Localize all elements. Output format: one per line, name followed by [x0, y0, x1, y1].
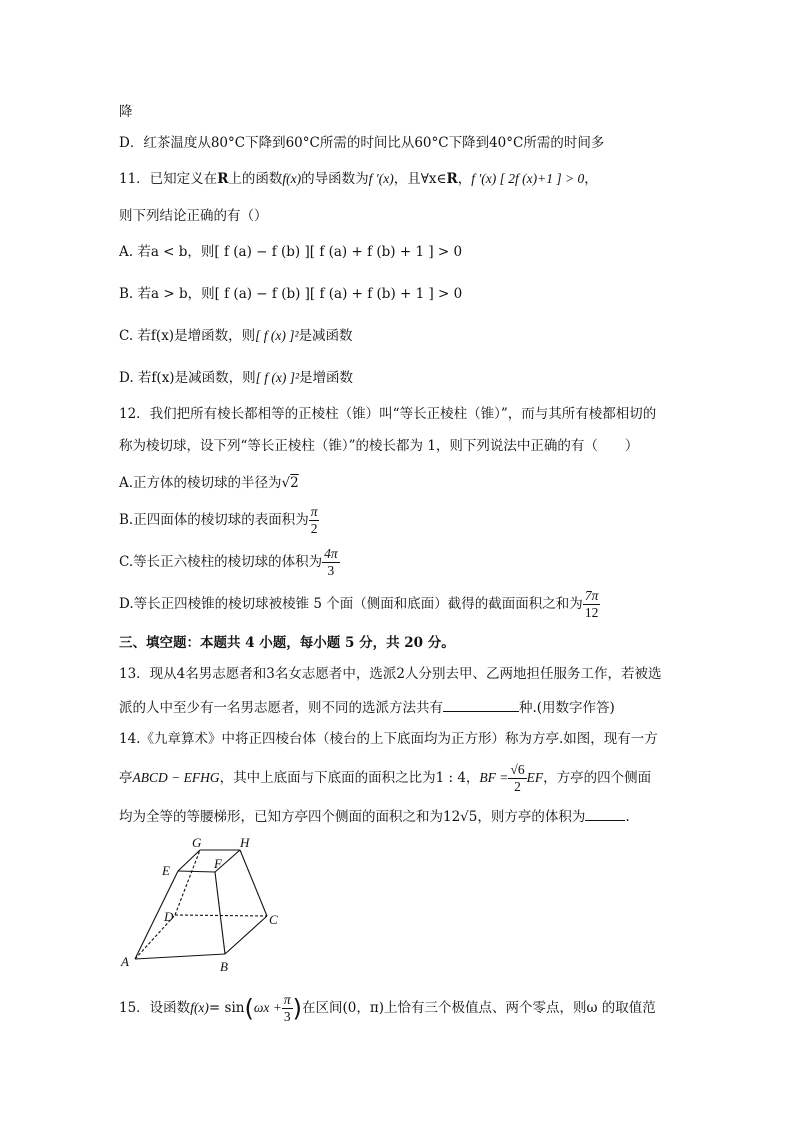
q11-inequality: f ′(x) [ 2f (x)+1 ] > 0 — [471, 171, 585, 186]
edge-eg — [178, 850, 200, 871]
label-a: A — [121, 954, 129, 969]
q14-frustum-name: ABCD − EFHG — [132, 770, 220, 785]
q12-stem-line2: 称为棱切球，设下列“等长正棱柱（锥）”的棱长都为 1，则下列说法中正确的有（ ） — [119, 438, 639, 454]
q12-option-a — [119, 474, 299, 492]
q11-stem-text-3: 的导函数为 — [301, 171, 369, 187]
q15-text: 15．设函数 — [119, 1000, 191, 1016]
q12-option-d-text: D.等长正四棱锥的棱切球被棱锥 5 个面（侧面和底面）截得的截面面积之和为 — [119, 596, 583, 612]
q14-ef: EF — [526, 770, 544, 785]
q12-option-a-value: 2 — [290, 475, 299, 491]
q14-area-value: 12√5 — [443, 809, 478, 825]
fraction-denominator: 3 — [283, 1009, 291, 1024]
q11-comma: ， — [457, 171, 472, 187]
q15-fraction — [282, 992, 293, 1025]
frustum-figure — [115, 833, 290, 978]
q11-comma-2: ， — [584, 171, 598, 187]
q13-line2-text: 派的人中至少有一名男志愿者，则不同的选派方法共有 — [119, 700, 443, 716]
q14-period: . — [625, 809, 630, 825]
label-h: H — [240, 835, 250, 850]
label-c: C — [269, 912, 278, 927]
q11-option-d-tail: 是增函数 — [299, 370, 353, 386]
q13-answer-blank — [443, 697, 519, 712]
label-g: G — [192, 835, 202, 850]
q15-sin: = sin — [208, 1000, 245, 1016]
q12-option-d — [119, 588, 600, 621]
q12-option-d-fraction — [583, 588, 601, 621]
q11-stem-text-2: 上的函数 — [228, 171, 283, 187]
fraction-numerator: √6 — [510, 762, 525, 777]
label-f: F — [214, 856, 222, 871]
edge-ab — [135, 954, 225, 959]
q12-option-b — [119, 504, 319, 537]
paren-left: ( — [244, 994, 254, 1023]
q12-option-b-fraction — [309, 504, 320, 537]
q15-inner: ωx + — [253, 1000, 282, 1015]
q10-option-d: D．红茶温度从80°C下降到60°C所需的时间比从60°C下降到40°C所需的时间多 — [119, 135, 605, 151]
q12-option-c — [119, 546, 340, 579]
q11-option-c-text: C. 若f(x)是增函数，则 — [119, 328, 256, 344]
q14-bf: BF = — [479, 770, 509, 785]
fraction-numerator: 7π — [584, 588, 599, 603]
q13-line2-tail: 种.(用数字作答) — [519, 700, 615, 716]
fraction-denominator: 2 — [310, 521, 318, 536]
fraction-denominator: 12 — [584, 605, 599, 620]
q11-derivative: f ′(x) — [368, 171, 394, 186]
edge-ef — [178, 871, 215, 872]
edge-ch — [240, 850, 267, 916]
q13-line1: 13．现从4名男志愿者和3名女志愿者中，选派2人分别去甲、乙两地担任服务工作，若被选 — [119, 666, 662, 682]
q11-option-d-text: D. 若f(x)是减函数，则 — [119, 370, 256, 386]
label-b: B — [220, 959, 228, 974]
q11-stem — [119, 170, 598, 188]
label-d: D — [164, 909, 174, 924]
label-e: E — [162, 863, 170, 878]
q15-tail: 在区间(0，π)上恰有三个极值点、两个零点，则ω 的取值范 — [302, 1000, 656, 1016]
q11-option-c — [119, 327, 353, 345]
q11-option-d-expr: [ f (x) ]² — [255, 370, 299, 385]
q11-real-set-2: R — [446, 171, 458, 187]
q14-line2 — [119, 762, 651, 795]
edge-dc — [175, 915, 267, 916]
q14-bf-fraction — [508, 762, 526, 795]
q12-option-c-fraction — [322, 546, 340, 579]
q12-stem-line1: 12．我们把所有棱长都相等的正棱柱（锥）叫“等长正棱柱（锥）”，而与其所有棱都相切的 — [119, 406, 657, 422]
sqrt-symbol: √ — [281, 475, 291, 491]
q11-option-c-tail: 是减函数 — [298, 328, 353, 344]
q11-option-d — [119, 369, 353, 387]
q11-option-c-expr: [ f (x) ]² — [255, 328, 299, 343]
q11-option-a: A. 若a < b，则[ f (a) − f (b) ][ f (a) + f (b) + 1 ] > 0 — [119, 244, 463, 260]
fraction-numerator: π — [310, 504, 318, 519]
section-3-heading: 三、填空题：本题共 4 小题，每小题 5 分，共 20 分。 — [119, 635, 455, 651]
continued-text: 降 — [119, 104, 133, 120]
fraction-numerator: 4π — [324, 546, 338, 561]
q11-prompt: 则下列结论正确的有（） — [119, 208, 268, 224]
fraction-denominator: 2 — [514, 779, 521, 794]
q14-line2-text: 亭 — [119, 770, 133, 786]
edge-bf — [215, 872, 225, 954]
q13-line2 — [119, 697, 615, 717]
q12-option-c-text: C.等长正六棱柱的棱切球的体积为 — [119, 554, 323, 570]
paren-right: ) — [292, 994, 302, 1023]
q14-ratio-text: ，其中上底面与下底面的面积之比为1 : 4， — [219, 770, 480, 786]
q12-option-a-text: A.正方体的棱切球的半径为 — [119, 475, 282, 491]
q11-stem-text-4: ，且∀x∈ — [393, 171, 447, 187]
q14-line1: 14.《九章算术》中将正四棱台体（棱台的上下底面均为正方形）称为方亭.如图，现有一方 — [119, 731, 658, 747]
q14-line3-text: 均为全等的等腰梯形，已知方亭四个侧面的面积之和为 — [119, 809, 443, 825]
q14-line2-tail: ，方亭的四个侧面 — [543, 770, 652, 786]
fraction-denominator: 3 — [327, 563, 335, 578]
q11-option-b: B. 若a > b，则[ f (a) − f (b) ][ f (a) + f (b) + 1 ] > 0 — [119, 286, 463, 302]
q15-function: f(x) — [190, 1000, 209, 1015]
q15-stem — [119, 992, 656, 1025]
edge-bc — [225, 916, 267, 954]
q12-option-b-text: B.正四面体的棱切球的表面积为 — [119, 512, 309, 528]
q11-function: f(x) — [282, 171, 302, 186]
q14-line3 — [119, 806, 630, 826]
q14-line3-mid: ，则方亭的体积为 — [477, 809, 586, 825]
fraction-numerator: π — [283, 992, 291, 1007]
edge-dg — [175, 850, 200, 915]
q14-answer-blank — [585, 806, 625, 821]
q11-real-set: R — [217, 171, 229, 187]
q11-stem-text: 11．已知定义在 — [119, 171, 218, 187]
